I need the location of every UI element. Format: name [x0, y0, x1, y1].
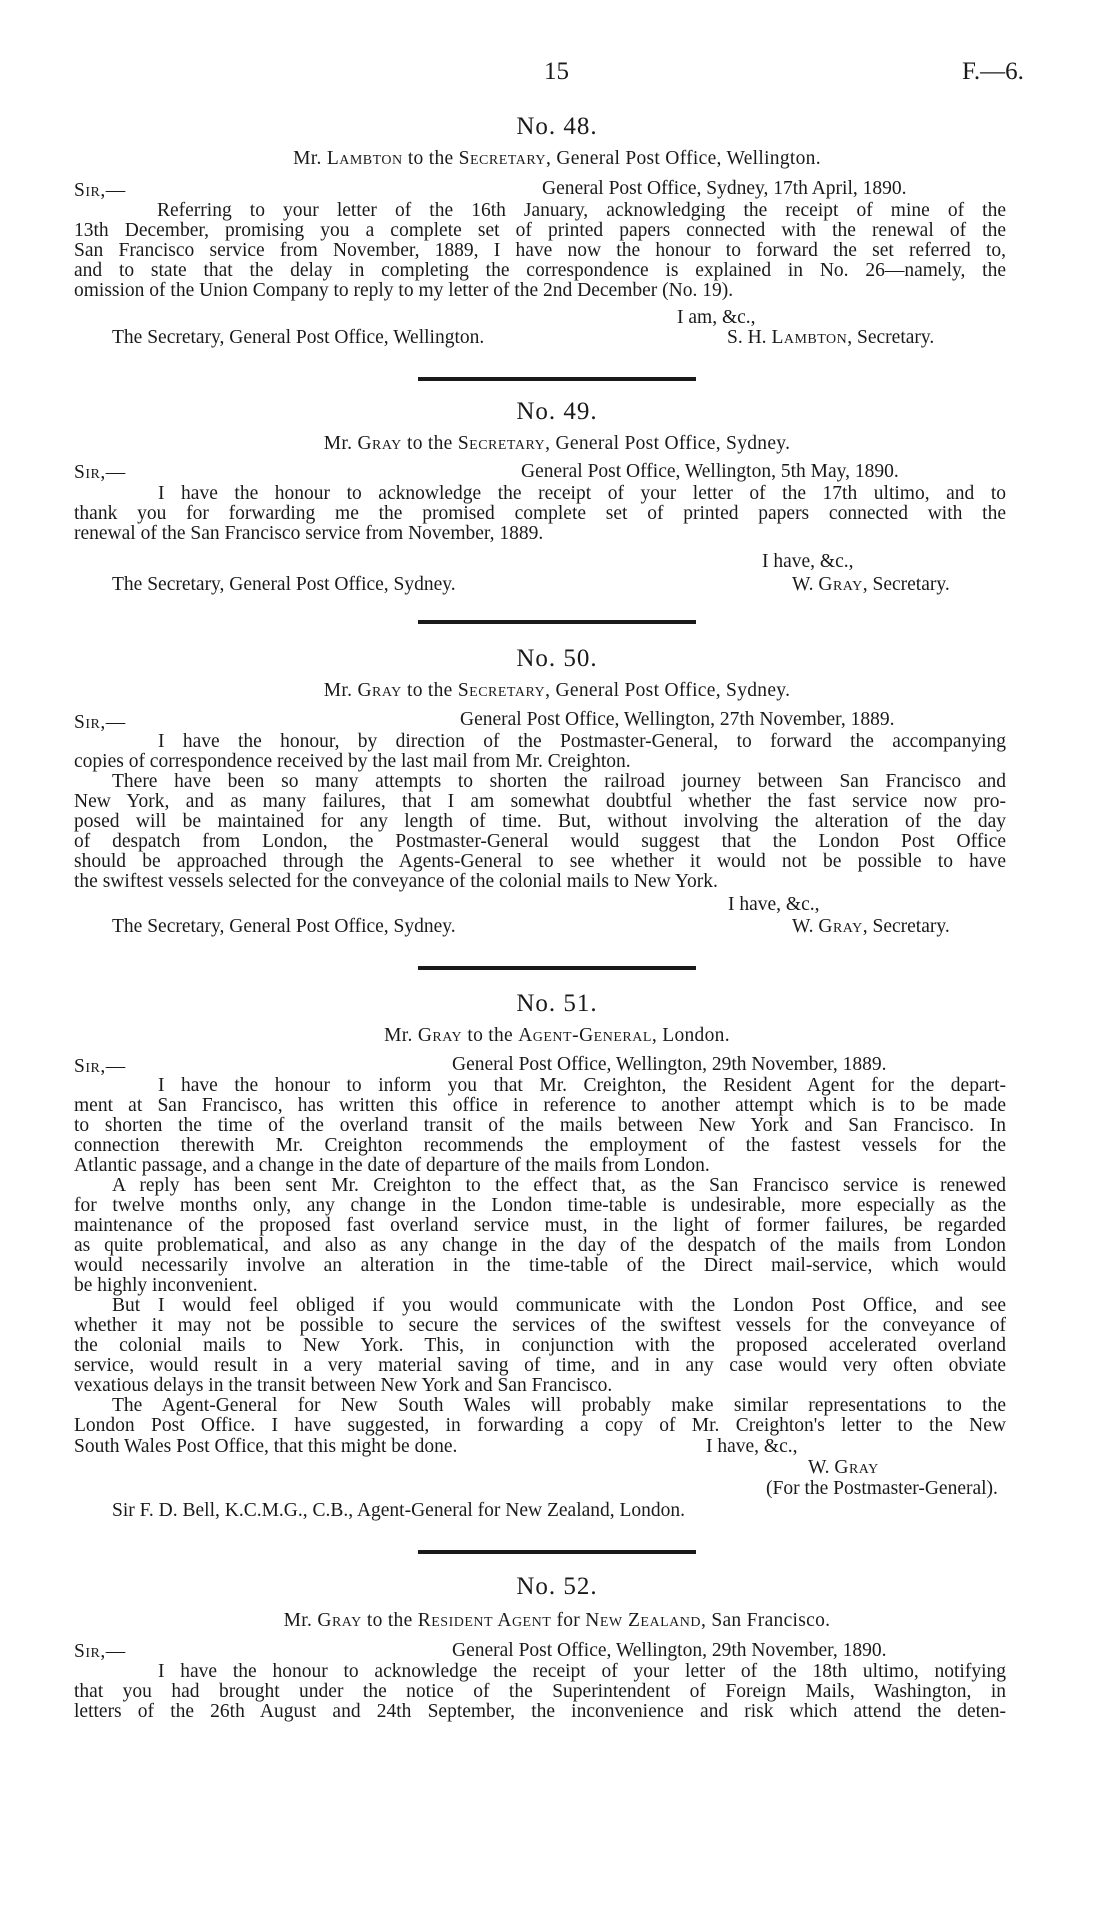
body-line: omission of the Union Company to reply to my letter of the 2nd December (No. 19).: [74, 280, 734, 301]
body-line: should be approached through the Agents-General to see whether it would not be possible to have: [74, 851, 1006, 872]
body-line: There have been so many attempts to shorten the railroad journey between San Francisco and: [112, 771, 1006, 792]
body-line: letters of the 26th August and 24th September, the inconvenience and risk which attend the deten-: [74, 1701, 1006, 1722]
body-line: A reply has been sent Mr. Creighton to the effect that, as the San Francisco service is renewed: [112, 1175, 1006, 1196]
body-line: vexatious delays in the transit between New York and San Francisco.: [74, 1375, 613, 1396]
letter-subtitle: Mr. Lambton to the Secretary, General Post Office, Wellington.: [293, 148, 821, 169]
letter-number: No. 52.: [516, 1573, 598, 1600]
body-line: But I would feel obliged if you would communicate with the London Post Office, and see: [112, 1295, 1006, 1316]
body-line: service, would result in a very material saving of time, and in any case would very often obviate: [74, 1355, 1006, 1376]
addressee: The Secretary, General Post Office, Wellington.: [112, 327, 485, 348]
body-line: whether it may not be possible to secure the services of the swiftest vessels for the conveyance of: [74, 1315, 1006, 1336]
body-line: Atlantic passage, and a change in the date of departure of the mails from London.: [74, 1155, 710, 1176]
closing: I am, &c.,: [677, 307, 756, 328]
body-line: the swiftest vessels selected for the conveyance of the colonial mails to New York.: [74, 871, 718, 892]
signature: W. Gray, Secretary.: [792, 916, 950, 937]
body-line: London Post Office. I have suggested, in forwarding a copy of Mr. Creighton's letter to the New: [74, 1415, 1006, 1436]
dateline: General Post Office, Wellington, 27th November, 1889.: [460, 709, 895, 730]
section-divider: [418, 1550, 696, 1554]
dateline: General Post Office, Wellington, 29th November, 1890.: [452, 1640, 887, 1661]
body-line: Referring to your letter of the 16th January, acknowledging the receipt of mine of the: [157, 200, 1006, 221]
body-line: South Wales Post Office, that this might be done.: [74, 1436, 458, 1457]
closing: I have, &c.,: [762, 551, 854, 572]
letter-subtitle: Mr. Gray to the Secretary, General Post Office, Sydney.: [323, 680, 791, 701]
body-line: be highly inconvenient.: [74, 1275, 258, 1296]
body-line: ment at San Francisco, has written this office in reference to another attempt which is to be made: [74, 1095, 1006, 1116]
letter-number: No. 49.: [516, 398, 598, 425]
body-line: maintenance of the proposed fast overland service must, in the light of former failures, be regarded: [74, 1215, 1006, 1236]
body-line: The Agent-General for New South Wales will probably make similar representations to the: [112, 1395, 1006, 1416]
signature-note: (For the Postmaster-General).: [766, 1478, 998, 1499]
page-number: 15: [544, 58, 569, 85]
page-reference: F.—6.: [962, 58, 1024, 85]
body-line: I have the honour, by direction of the Postmaster-General, to forward the accompanying: [158, 731, 1006, 752]
salutation: Sir,—: [74, 180, 126, 201]
letter-number: No. 48.: [516, 113, 598, 140]
letter-subtitle: Mr. Gray to the Agent-General, London.: [384, 1025, 730, 1046]
body-line: thank you for forwarding me the promised complete set of printed papers connected with the: [74, 503, 1006, 524]
body-line: I have the honour to acknowledge the receipt of your letter of the 18th ultimo, notifying: [158, 1661, 1006, 1682]
body-line: copies of correspondence received by the last mail from Mr. Creighton.: [74, 751, 631, 772]
body-line: renewal of the San Francisco service from November, 1889.: [74, 523, 544, 544]
body-line: that you had brought under the notice of the Superintendent of Foreign Mails, Washington, in: [74, 1681, 1006, 1702]
body-line: 13th December, promising you a complete set of printed papers connected with the renewal of the: [74, 220, 1006, 241]
body-line: I have the honour to inform you that Mr. Creighton, the Resident Agent for the depart-: [158, 1075, 1006, 1096]
body-line: connection therewith Mr. Creighton recommends the employment of the fastest vessels for the: [74, 1135, 1006, 1156]
section-divider: [418, 377, 696, 381]
body-line: of despatch from London, the Postmaster-General would suggest that the London Post Office: [74, 831, 1006, 852]
letter-subtitle: Mr. Gray to the Resident Agent for New Zealand, San Francisco.: [283, 1610, 831, 1631]
body-line: I have the honour to acknowledge the receipt of your letter of the 17th ultimo, and to: [158, 483, 1006, 504]
dateline: General Post Office, Wellington, 5th May, 1890.: [521, 461, 899, 482]
body-line: New York, and as many failures, that I am somewhat doubtful whether the fast service now pro-: [74, 791, 1006, 812]
salutation: Sir,—: [74, 1056, 126, 1077]
body-line: the colonial mails to New York. This, in conjunction with the proposed accelerated overland: [74, 1335, 1006, 1356]
body-line: as quite problematical, and also as any change in the day of the despatch of the mails from London: [74, 1235, 1006, 1256]
addressee: Sir F. D. Bell, K.C.M.G., C.B., Agent-General for New Zealand, London.: [112, 1500, 686, 1521]
signature: W. Gray: [808, 1457, 879, 1478]
body-line: and to state that the delay in completing the correspondence is explained in No. 26—namely, the: [74, 260, 1006, 281]
letter-subtitle: Mr. Gray to the Secretary, General Post Office, Sydney.: [323, 433, 791, 454]
body-line: for twelve months only, any change in the London time-table is undesirable, more especially as the: [74, 1195, 1006, 1216]
salutation: Sir,—: [74, 462, 126, 483]
section-divider: [418, 966, 696, 970]
salutation: Sir,—: [74, 712, 126, 733]
body-line: would necessarily involve an alteration in the time-table of the Direct mail-service, which would: [74, 1255, 1006, 1276]
letter-number: No. 50.: [516, 645, 598, 672]
letter-number: No. 51.: [516, 990, 598, 1017]
dateline: General Post Office, Sydney, 17th April, 1890.: [542, 178, 907, 199]
body-line: to shorten the time of the overland transit of the mails between New York and San Francisco. In: [74, 1115, 1006, 1136]
body-line: San Francisco service from November, 1889, I have now the honour to forward the set referred to,: [74, 240, 1006, 261]
body-line: posed will be maintained for any length of time. But, without involving the alteration of the day: [74, 811, 1006, 832]
salutation: Sir,—: [74, 1641, 126, 1662]
addressee: The Secretary, General Post Office, Sydney.: [112, 916, 456, 937]
dateline: General Post Office, Wellington, 29th November, 1889.: [452, 1054, 887, 1075]
closing: I have, &c.,: [728, 894, 820, 915]
signature: W. Gray, Secretary.: [792, 574, 950, 595]
addressee: The Secretary, General Post Office, Sydney.: [112, 574, 456, 595]
closing: I have, &c.,: [706, 1436, 798, 1457]
section-divider: [418, 620, 696, 624]
signature: S. H. Lambton, Secretary.: [727, 327, 935, 348]
